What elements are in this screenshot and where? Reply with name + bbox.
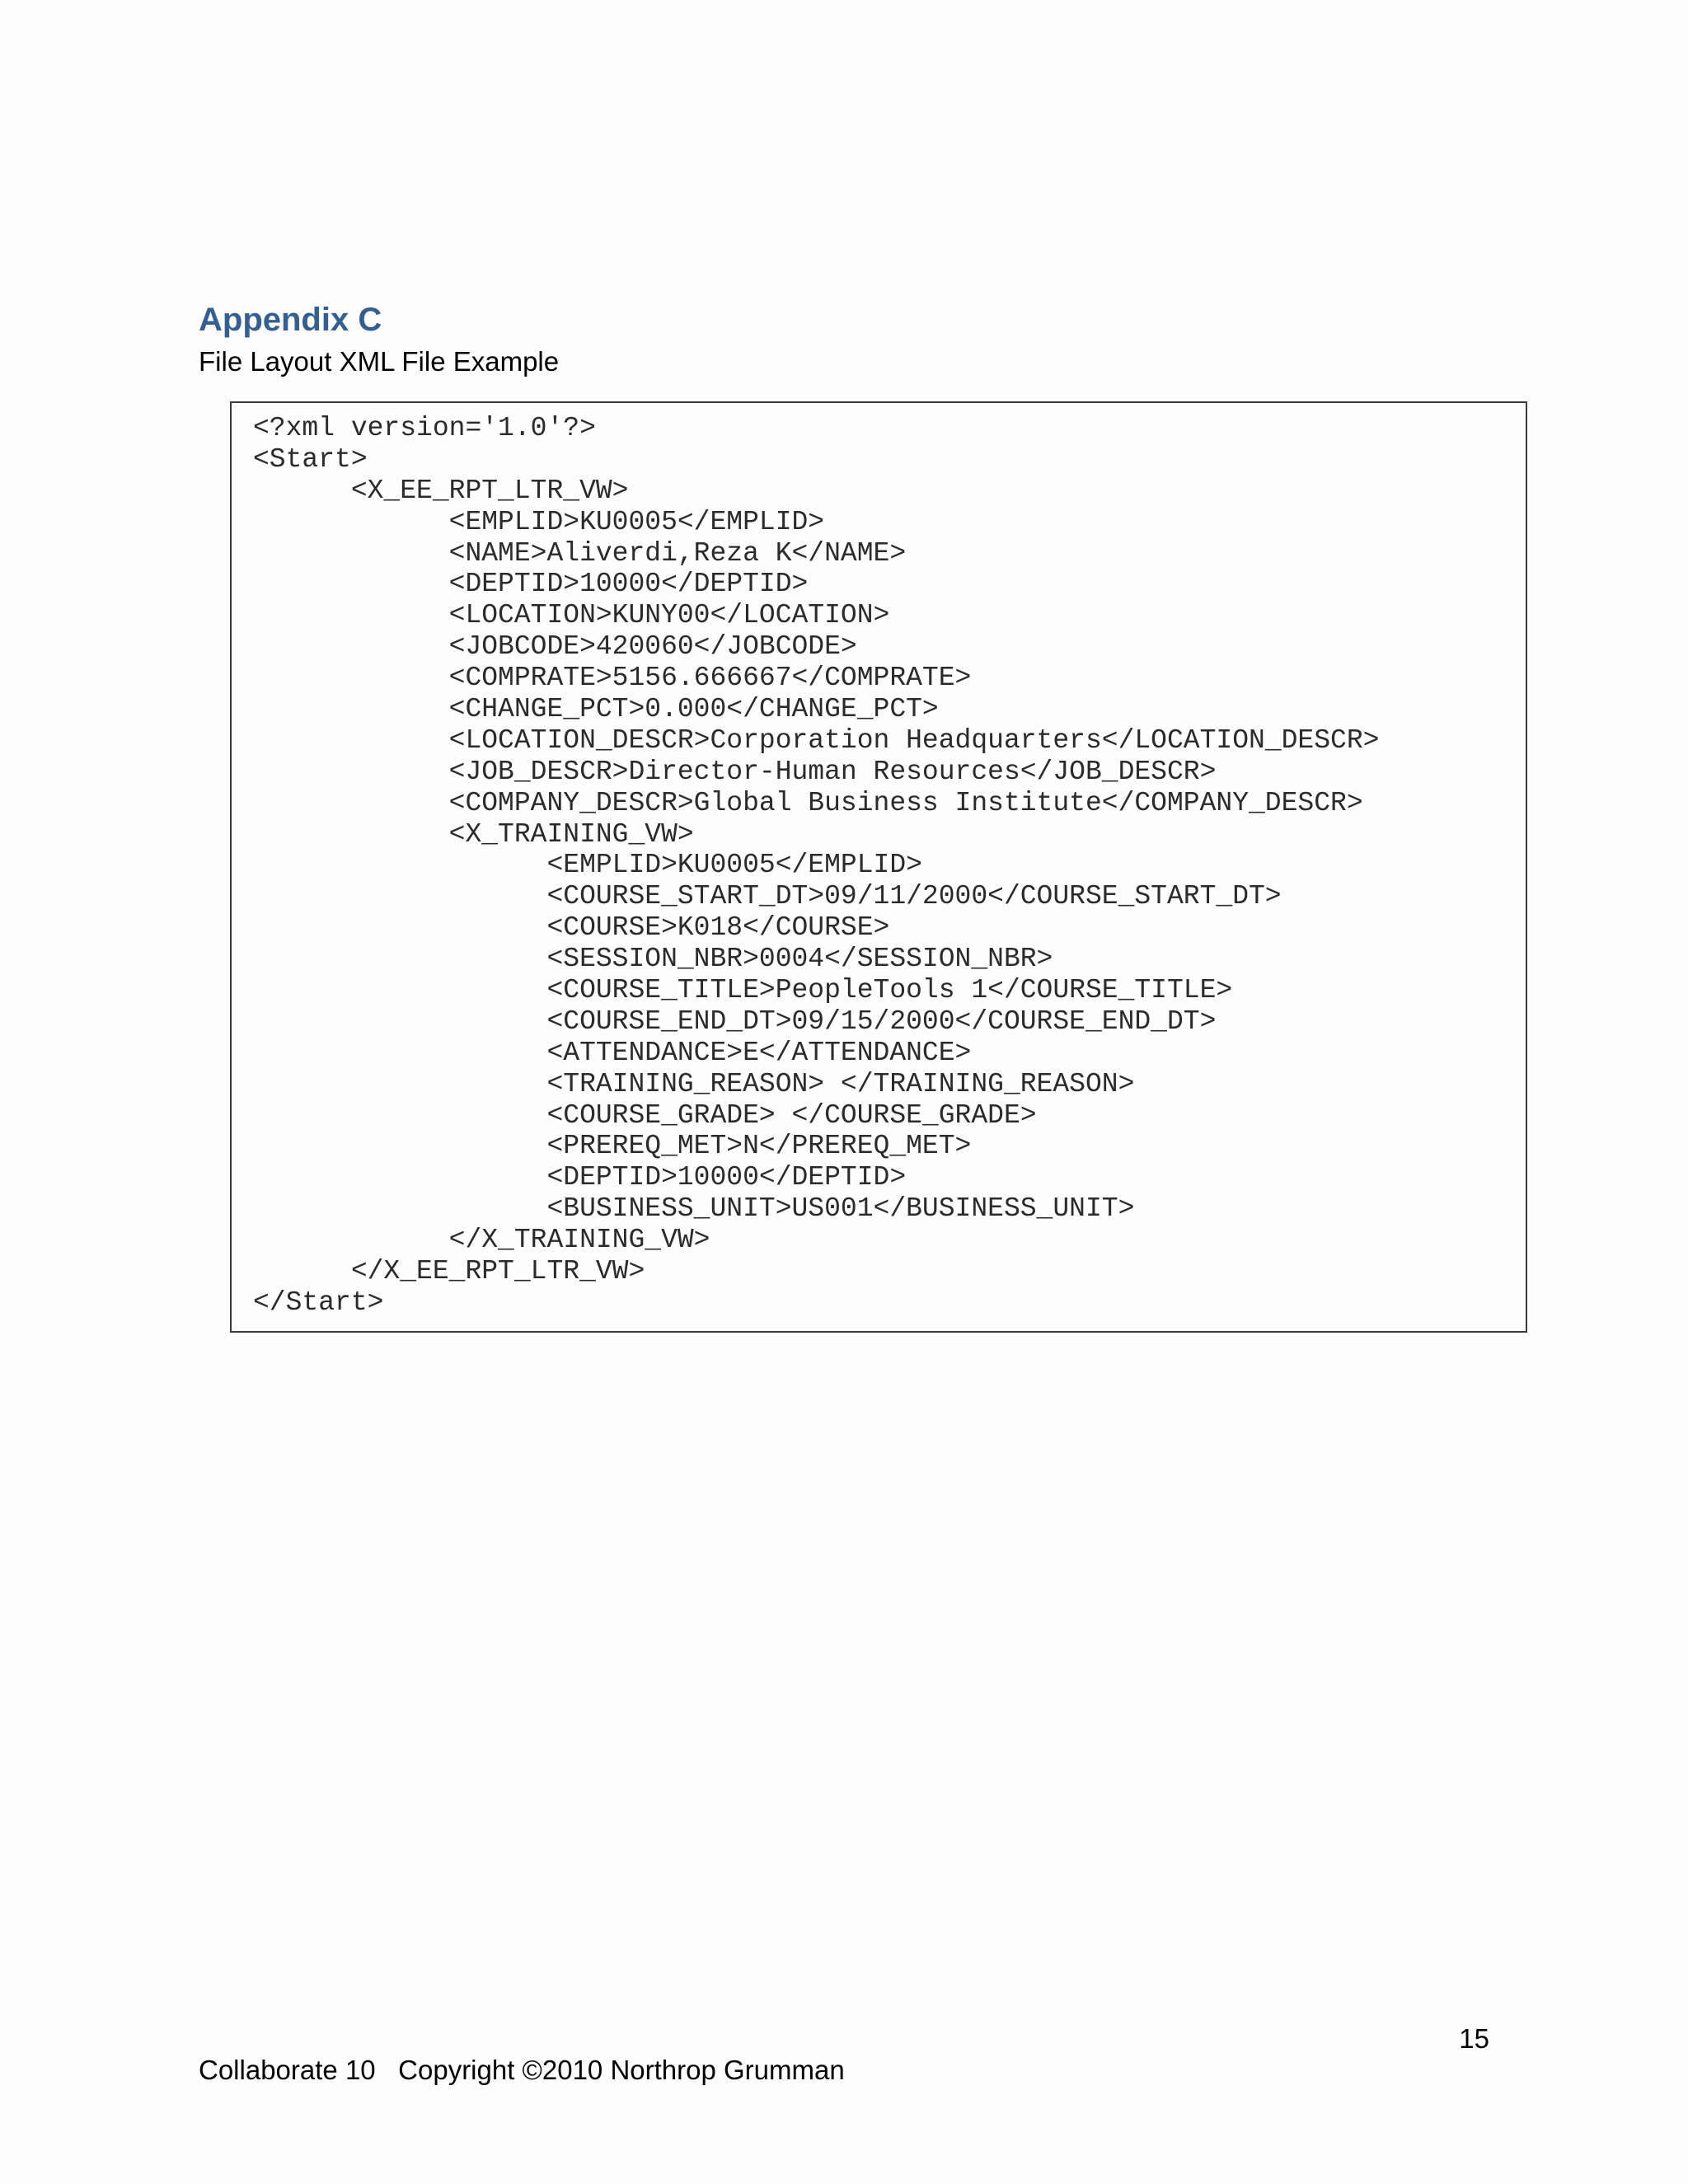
appendix-subheading: File Layout XML File Example	[199, 346, 560, 377]
code-line: <?xml version='1.0'?>	[253, 413, 596, 443]
code-line: <COURSE_END_DT>09/15/2000</COURSE_END_DT>	[253, 1005, 1217, 1037]
code-line: <CHANGE_PCT>0.000</CHANGE_PCT>	[253, 694, 939, 725]
code-line: <PREREQ_MET>N</PREREQ_MET>	[253, 1131, 972, 1162]
code-line: <BUSINESS_UNIT>US001</BUSINESS_UNIT>	[253, 1193, 1135, 1225]
code-line: <COURSE_START_DT>09/11/2000</COURSE_START_DT>	[253, 881, 1282, 912]
code-line: <EMPLID>KU0005</EMPLID>	[253, 850, 922, 881]
code-line: <X_EE_RPT_LTR_VW>	[253, 475, 629, 506]
code-line: <EMPLID>KU0005</EMPLID>	[253, 506, 825, 537]
code-line: <COMPANY_DESCR>Global Business Institute</COMPANY_DESCR>	[253, 787, 1363, 818]
code-line: <JOBCODE>420060</JOBCODE>	[253, 631, 857, 663]
code-line: <TRAINING_REASON> </TRAINING_REASON>	[253, 1068, 1135, 1099]
code-line: <DEPTID>10000</DEPTID>	[253, 569, 809, 600]
code-line: <DEPTID>10000</DEPTID>	[253, 1162, 907, 1193]
footer-copyright: Collaborate 10 Copyright ©2010 Northrop Grumman	[199, 2055, 845, 2085]
code-line: <X_TRAINING_VW>	[253, 818, 694, 850]
appendix-heading: Appendix C	[199, 302, 382, 338]
xml-code-box	[230, 401, 1527, 1333]
code-line: <JOB_DESCR>Director-Human Resources</JOB_DESCR>	[253, 756, 1217, 787]
code-line: <COMPRATE>5156.666667</COMPRATE>	[253, 663, 972, 694]
code-line: <SESSION_NBR>0004</SESSION_NBR>	[253, 944, 1053, 975]
page-number: 15	[1459, 2023, 1489, 2054]
code-line: <LOCATION_DESCR>Corporation Headquarters</LOCATION_DESCR>	[253, 724, 1380, 756]
code-line: </Start>	[253, 1286, 384, 1318]
code-line: <COURSE>K018</COURSE>	[253, 912, 890, 944]
code-line: <COURSE_TITLE>PeopleTools 1</COURSE_TITLE>	[253, 975, 1233, 1006]
code-line: <ATTENDANCE>E</ATTENDANCE>	[253, 1037, 972, 1068]
code-line: <Start>	[253, 443, 368, 475]
code-line: </X_EE_RPT_LTR_VW>	[253, 1256, 645, 1287]
code-line: <COURSE_GRADE> </COURSE_GRADE>	[253, 1099, 1037, 1131]
xml-code-lines	[253, 413, 1379, 1319]
code-line: <NAME>Aliverdi,Reza K</NAME>	[253, 537, 907, 569]
code-line: </X_TRAINING_VW>	[253, 1225, 710, 1256]
code-line: <LOCATION>KUNY00</LOCATION>	[253, 600, 890, 631]
